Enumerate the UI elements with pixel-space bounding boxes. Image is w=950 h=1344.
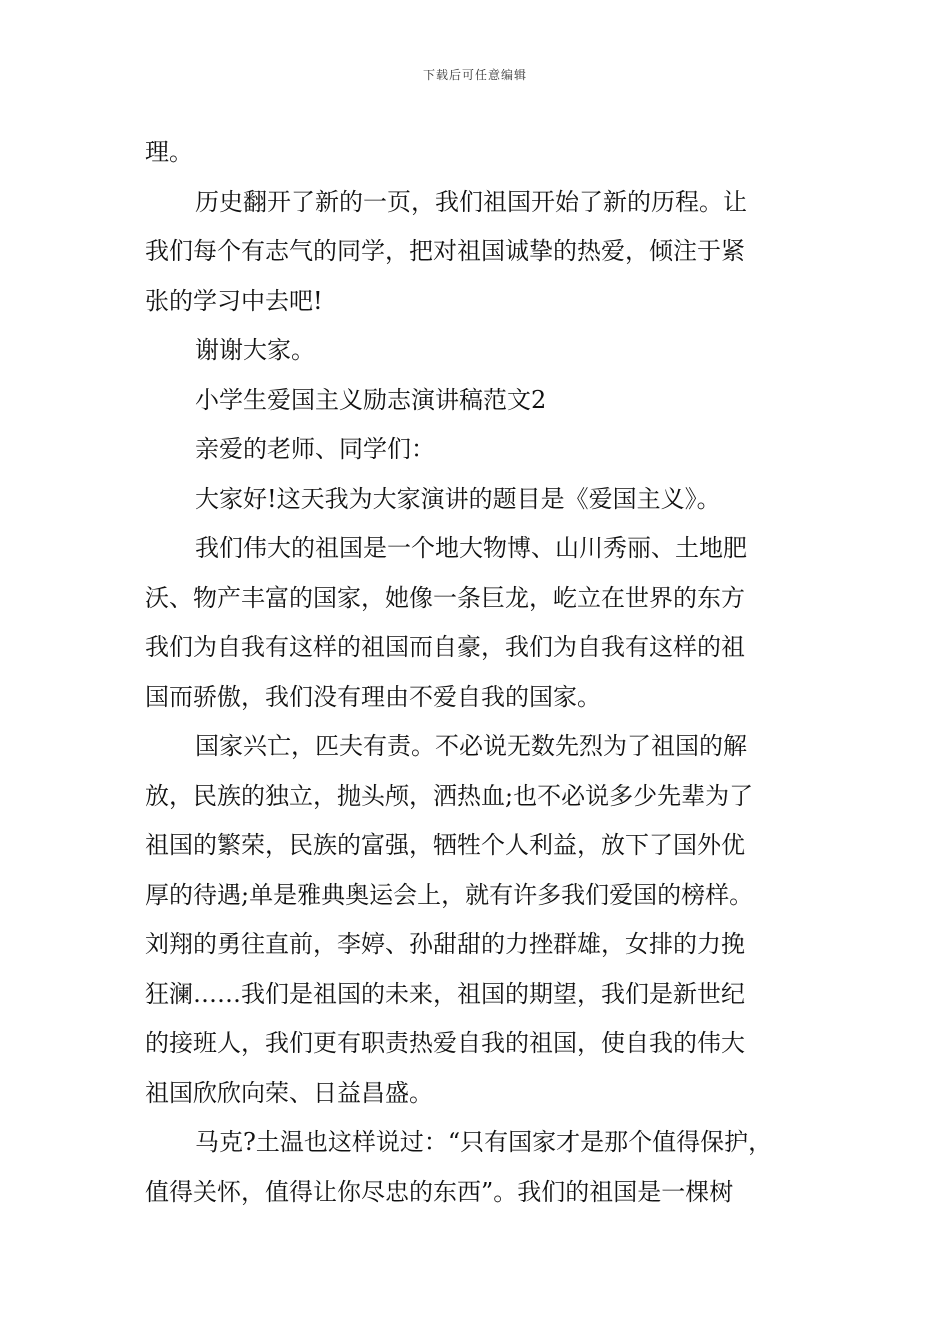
text-line: 理。 [145,138,193,166]
text-line: 我们为自我有这样的祖国而自豪，我们为自我有这样的祖 [145,633,745,661]
text-line: 我们伟大的祖国是一个地大物博、山川秀丽、土地肥 [195,534,747,562]
text-line: 厚的待遇;单是雅典奥运会上，就有许多我们爱国的榜样。 [145,880,754,909]
text-line: 值得关怀，值得让你尽忠的东西”。我们的祖国是一棵树 [145,1177,734,1206]
text-line: 马克?土温也这样说过：“只有国家才是那个值得保护， [195,1128,773,1156]
text-line: 我们每个有志气的同学，把对祖国诚挚的热爱，倾注于紧 [145,237,745,265]
text-line: 狂澜……我们是祖国的未来，祖国的期望，我们是新世纪 [145,979,745,1008]
text-line: 张的学习中去吧! [145,286,323,315]
text-line: 大家好!这天我为大家演讲的题目是《爱国主义》。 [195,484,721,513]
text-line: 沃、物产丰富的国家，她像一条巨龙，屹立在世界的东方 [145,583,745,612]
document-body [145,128,815,1217]
text-line: 祖国的繁荣，民族的富强，牺牲个人利益，放下了国外优 [145,831,745,859]
text-line: 谢谢大家。 [195,336,315,364]
text-line: 的接班人，我们更有职责热爱自我的祖国，使自我的伟大 [145,1029,745,1057]
text-line: 历史翻开了新的一页，我们祖国开始了新的历程。让 [195,187,747,216]
text-line: 国家兴亡，匹夫有责。不必说无数先烈为了祖国的解 [195,732,747,760]
text-line: 亲爱的老师、同学们： [195,435,435,463]
text-line: 祖国欣欣向荣、日益昌盛。 [145,1078,433,1107]
text-line: 放，民族的独立，抛头颅，洒热血;也不必说多少先辈为了 [145,781,754,810]
section-title: 小学生爱国主义励志演讲稿范文2 [195,385,547,414]
page-header: 下载后可任意编辑 [422,68,527,82]
text-line: 国而骄傲，我们没有理由不爱自我的国家。 [145,682,601,711]
text-line: 刘翔的勇往直前，李婷、孙甜甜的力挫群雄，女排的力挽 [145,930,745,958]
